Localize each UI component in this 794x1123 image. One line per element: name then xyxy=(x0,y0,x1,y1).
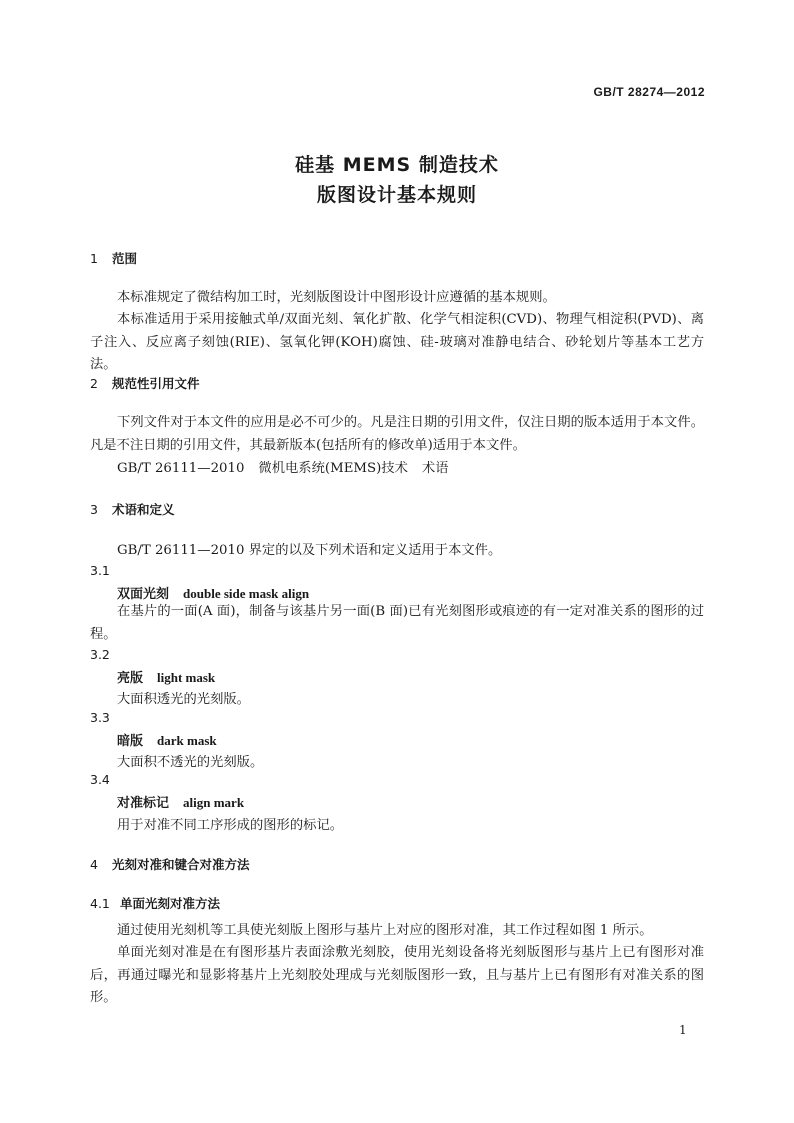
term-number: 3.4 xyxy=(90,772,110,787)
section-number: 4 xyxy=(90,857,98,872)
section-4-heading xyxy=(90,855,250,873)
section-3-heading xyxy=(90,500,175,518)
term-english: align mark xyxy=(183,795,245,810)
reference-suffix: 术语 xyxy=(421,461,449,476)
subsection-4-1-heading xyxy=(90,894,220,912)
subsection-title: 单面光刻对准方法 xyxy=(120,896,221,911)
section-4-paragraph-2: 单面光刻对准是在有图形基片表面涂敷光刻胶，使用光刻设备将光刻版图形与基片上已有图形对准后，再通过曝光和显影将基片上光刻胶处理成与光刻版图形一致，且与基片上已有图形有对准关系的图形。 xyxy=(90,945,704,1005)
section-2-paragraph-1: 下列文件对于本文件的应用是必不可少的。凡是注日期的引用文件，仅注日期的版本适用于本文件。凡是不注日期的引用文件，其最新版本(包括所有的修改单)适用于本文件。 xyxy=(90,415,704,453)
term-definition: 用于对准不同工序形成的图形的标记。 xyxy=(117,818,344,833)
section-3-intro: GB/T 26111—2010 界定的以及下列术语和定义适用于本文件。 xyxy=(117,543,502,558)
term-number: 3.3 xyxy=(90,710,110,725)
section-title: 光刻对准和键合对准方法 xyxy=(112,857,250,872)
term-number: 3.2 xyxy=(90,647,110,662)
term-chinese: 对准标记 xyxy=(117,796,170,811)
section-title: 术语和定义 xyxy=(112,502,175,517)
standard-code: GB/T 28274—2012 xyxy=(593,85,705,99)
term-number: 3.1 xyxy=(90,563,110,578)
term-heading xyxy=(117,583,309,602)
section-4-paragraph-1: 通过使用光刻机等工具使光刻版上图形与基片上对应的图形对准，其工作过程如图 1 所示。 xyxy=(117,923,653,938)
page-number: 1 xyxy=(679,1023,687,1037)
subsection-number: 4.1 xyxy=(90,896,110,911)
reference-title: 微机电系统(MEMS)技术 xyxy=(258,461,408,476)
term-heading xyxy=(117,667,215,686)
section-title: 范围 xyxy=(112,251,138,266)
term-heading xyxy=(117,792,244,811)
section-number: 1 xyxy=(90,251,98,266)
section-1-heading xyxy=(90,249,137,267)
term-chinese: 双面光刻 xyxy=(117,587,170,602)
term-definition: 大面积不透光的光刻版。 xyxy=(117,755,264,770)
term-chinese: 暗版 xyxy=(117,734,144,749)
term-chinese: 亮版 xyxy=(117,671,144,686)
term-definition: 在基片的一面(A 面)，制备与该基片另一面(B 面)已有光刻图形或痕迹的有一定对准关系的图形的过程。 xyxy=(90,604,704,642)
term-definition: 大面积透光的光刻版。 xyxy=(117,692,250,707)
section-title: 规范性引用文件 xyxy=(112,376,200,391)
reference-code: GB/T 26111—2010 xyxy=(117,461,245,476)
section-number: 2 xyxy=(90,376,98,391)
document-title-line1: 硅基 MEMS 制造技术 xyxy=(295,154,499,176)
term-english: light mask xyxy=(157,670,216,685)
section-2-heading xyxy=(90,374,200,392)
term-english: double side mask align xyxy=(183,586,310,601)
term-heading xyxy=(117,730,217,749)
section-1-paragraph-1: 本标准规定了微结构加工时，光刻版图设计中图形设计应遵循的基本规则。 xyxy=(117,290,556,305)
term-english: dark mask xyxy=(157,733,217,748)
section-1-paragraph-2: 本标准适用于采用接触式单/双面光刻、氧化扩散、化学气相淀积(CVD)、物理气相淀积(PVD)、离子注入、反应离子刻蚀(RIE)、氢氧化钾(KOH)腐蚀、硅-玻璃对准静电结合、砂轮划片等基本工艺方法。 xyxy=(90,312,704,372)
normative-reference xyxy=(117,457,449,476)
section-number: 3 xyxy=(90,502,98,517)
document-title-line2: 版图设计基本规则 xyxy=(316,184,477,206)
